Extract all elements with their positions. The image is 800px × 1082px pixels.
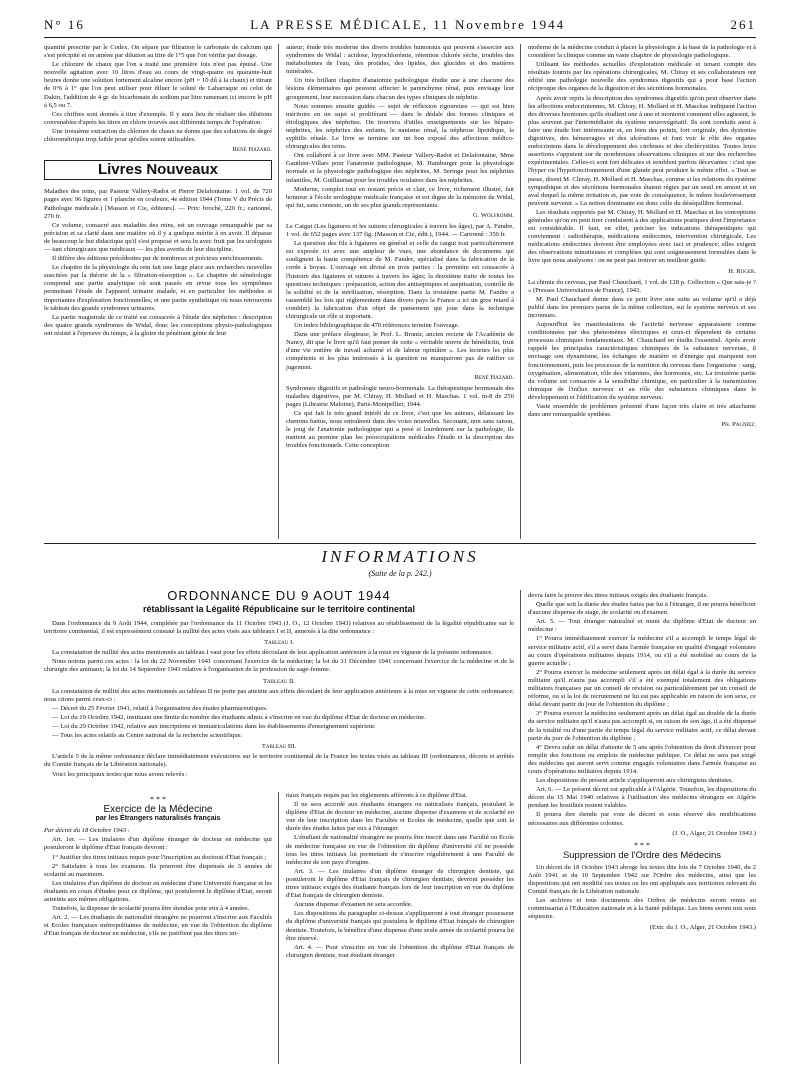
column-divider: [520, 590, 521, 1064]
paragraph: Vaste ensemble de problèmes présenté d'une façon très claire et très attachante dans une remarquable synthèse.: [528, 403, 756, 419]
section-stars: * * *: [150, 795, 166, 804]
suppression-title: Suppression de l'Ordre des Médecins: [562, 849, 722, 861]
ordonnance-subtitle: rétablissant la Légalité Républicaine sur le territoire continental: [142, 604, 416, 614]
paragraph: La constatation de nullité des actes mentionnés au tableau I vaut pour les effets découlant de leur application antérieure à la mise en vigueur de la présente ordonnance.: [52, 649, 494, 657]
paragraph: Un très brillant chapitre d'anatomie pathologique étudie une à une chacune des lésions élémentaires qui peuvent affecter le parenchyme rénal, puis envisage leur groupement, leur succession dans chacun des types cliniques de néphrite.: [286, 77, 514, 101]
section-stars: * * *: [634, 840, 650, 850]
ordonnance-title: ORDONNANCE DU 9 AOUT 1944: [167, 588, 391, 603]
list-item: — Décret du 25 Février 1941, relatif à l'organisation des études pharmaceutiques.: [52, 704, 268, 712]
section-rule: [44, 543, 756, 544]
paragraph: 2° Satisfaire à tous les examens. Ils pourront être dispensés de 3 années de scolarité au maximum.: [44, 862, 272, 878]
column-3: [528, 44, 756, 432]
paragraph: Les titulaires d'un diplôme de docteur en médecine d'une Université française et les étudiants en cours d'études pour ce diplôme, qui postuleront le diplôme d'Etat, seront astreints aux mêmes obligations.: [44, 879, 272, 904]
informations-title: INFORMATIONS: [321, 547, 479, 566]
signature: H. Roger.: [728, 267, 756, 275]
paragraph: Dans l'ordonnance du 9 Août 1944, complétée par l'ordonnance du 11 Octobre 1943 (J. O., 12 Octobre 1943) relatives au rétablissement de la légalité républicaine sur le territoire continental, il est expressément constaté la nullité des actes visés aux tableaux I et II, annexés à la dite ordonnance :: [44, 620, 514, 636]
column-divider: [278, 44, 279, 539]
paragraph: Il diffère des éditions précédentes par de nombreux et précieux enrichissements.: [52, 255, 264, 263]
paragraph: L'article 5 de la même ordonnance déclare immédiatement exécutoires sur le territoire continental de la France les textes visés au tableau III (ordonnances, décrets et arrêtés du Comité français de la Libération nationale).: [44, 753, 514, 769]
list-item: — Loi du 19 Octobre 1942, instituant une limite du nombre des étudiants admis à s'inscrire en vue du diplôme d'Etat de docteur en médecine.: [52, 713, 426, 721]
column-divider: [278, 792, 279, 1064]
paragraph: 3° Pourra exercer la médecine seulement après un délai égal au double de la durée du service militaire qu'il n'aura pas accompli si, en raison de son âge, il a été dispensé de la totalité ou d'une partie du temps légal du service militaire actif, ce délai devant partir du jour de l'obtention du diplôme ;: [528, 710, 756, 742]
paragraph: Nous notons parmi ces actes : la loi du 22 Novembre 1941 concernant l'exercice de la médecine; la loi du 31 Décembre 1941 concernant l'exercice de la médecine et de la chirurgie des animaux; la loi du 14 Septembre 1943 relative à l'organisation de la profession de sage-femme.: [44, 658, 514, 674]
exercice-right-column: [528, 592, 756, 935]
paragraph: Art. 1er. — Les titulaires d'un diplôme étranger de docteur en médecine qui postuleront le diplôme d'Etat français devront :: [44, 836, 272, 852]
page-number: 261: [730, 17, 756, 32]
page-header: [44, 15, 756, 35]
paragraph: 1° Pourra immédiatement exercer la médecine s'il a accompli le temps légal de service militaire actif, s'il a servi dans l'armée française en qualité d'engagé volontaire au cours d'opérations militaires depuis 1914, ou s'il a été mobilisé au cours de la guerre actuelle ;: [528, 635, 756, 667]
informations-continuation: (Suite de la p. 242.): [368, 569, 432, 578]
paragraph: L'étudiant de nationalité étrangère ne pourra être inscrit dans une Faculté ou Ecole de médecine française en vue de l'obtention du diplôme d'université s'il ne possède tous les titres initiaux lui permettant de s'inscrire régulièrement à une Faculté de médecine de son pays d'origine.: [286, 834, 514, 866]
paragraph: Ont collaboré à ce livre avec MM. Pasteur Vallery-Radot et Delafontaine, Mme Gauthier-Villars pour l'anatomie pathologique, M. Hamburger pour la physiologie normale et la physiologie pathologique des néphrites, M. Seringe pour les néphrites infantiles, M. Guillaumat pour les troubles oculaires dans les néphrites.: [286, 152, 514, 184]
signature: René Hazard.: [232, 146, 272, 154]
paragraph: Art. 4. — Pour s'inscrire en vue de l'obtention du diplôme d'Etat français de chirurgien dentiste, tout étudiant étranger: [286, 943, 514, 959]
decree-date: Par décret du 18 Octobre 1943 :: [44, 827, 130, 835]
paragraph: Moderne, complet tout en restant précis et clair, ce livre, richement illustré, fait honneur à l'école urologique médicale française et est digne de la mémoire de Widal, qui fut, sans conteste, un de ses plus grands représentants.: [286, 185, 514, 209]
book-entry: Maladies des reins, par Pasteur Vallery-Radot et Pierre Delafontaine. 1 vol. de 720 pages avec 96 figures et 1 planche en couleurs, 4e édition 1944 (Tome V du Précis de Pathologie médicale.) [Masson et Cie, éditeurs]. — Prix: broché, 220 fr.; cartonné, 270 fr.: [44, 188, 272, 220]
paragraph: Art. 2. — Les étudiants de nationalité étrangère ne pourront s'inscrire aux Facultés et Ecoles françaises métropolitaines de médecine, en vue de l'obtention du diplôme d'Etat français de docteur en médecine, s'ils ne justifient pas des titres ini-: [44, 914, 272, 938]
paragraph: moderne de la médecine conduit à placer la physiologie à la base de la pathologie et à considérer la clinique comme un vaste chapitre de physiologie pathologique.: [528, 44, 756, 60]
paragraph: tiaux français requis par les règlements afférents à ce diplôme d'Etat.: [286, 792, 468, 799]
column-2: [286, 44, 514, 452]
paragraph: Le chapitre de la physiologie du rein fait une large place aux recherches nouvelles suscitées par la théorie de la « filtration-résorption ». Le chapitre de séméiologie comprend une partie analytique où sont passés en revue tous les symptômes permettant l'étude de l'appareil urinaire malade, et en particulier les méthodes si importantes d'exploration fonctionnelles, et une partie synthétique où nous retrouvons le tableau des grands syndromes urinaires.: [44, 264, 272, 312]
exercice-title: Exercice de la Médecine: [103, 804, 213, 816]
exercice-subtitle: par les Étrangers naturalisés français: [95, 815, 221, 823]
paragraph: La question des fils à ligatures en général et celle du catgut tout particulièrement est exposée ici avec une ampleur de vues, une abondance de documents qui soulignent la haute compétence de M. Fandre, spécialisé dans la fabrication de la corde à boyau. L'ouvrage est divisé en trois parties : la première est consacrée à l'histoire des ligatures et sutures à travers les âges; la deuxième traite de toutes les questions techniques : préparation, action des antiseptiques et aseptisation, contrôle de la solidité et de la stérilisation, résorption. Dans la troisième partie M. Fandre a rassemblé les lois qui réglementent dans divers pays la France a ici un gros retard à combler) la fabrication d'un objet de pansement qui joue dans la technique chirurgicale un rôle si important.: [286, 240, 514, 320]
paragraph: Toutefois, la dispense de scolarité pourra être étendue pour eux à 4 années.: [52, 905, 250, 913]
ordonnance-body: [44, 620, 514, 780]
signature: René Hazard.: [474, 373, 514, 381]
paragraph: 2° Pourra exercer la médecine seulement après un délai égal à la durée du service militaire qu'il n'aura pas accompli s'il a été exempté totalement des obligations militaires françaises par un conseil de révision ou particulièrement par un conseil de réforme, ou si la loi de recrutement ne lui est pas applicable en raison de son sexe, ce délai devant partir du jour de l'obtention du diplôme ;: [528, 668, 756, 709]
paragraph: Dans une préface élogieuse, le Prof. L. Bruntz, ancien recteur de l'Académie de Nancy, dit que le livre qu'il faut penser de cette « véritable œuvre de bénédictin, fruit d'une vie entière de travail acharné et de labeur opiniâtre ». Les lecteurs les plus compétents et les plus intéressés à la question ne manqueront pas de ratifier ce jugement.: [286, 331, 514, 371]
column-1: [44, 44, 272, 339]
paragraph: Ce qui fait le très grand intérêt de ce livre, c'est que les auteurs, délaissant les chemins battus, nous entraînent dans des voies nouvelles. Secouant, non sans raison, le joug de l'anatomie pathologique qui a pesé si lourdement sur la pathologie, ils mettent au premier plan les préoccupations médicales l'étude et la description des troubles fonctionnels. Cette conception: [286, 410, 514, 450]
issue-number: N° 16: [44, 17, 85, 32]
paragraph: quantité prescrite par le Codex. On sépare par filtration le carbonate de calcium qui s'est précipité et on amène par dilution au titre de 1°5 que l'on vérifie par dosage.: [44, 44, 272, 60]
paragraph: Il ne sera accordé aux étudiants étrangers ou naturalisés français, postulant le diplôme d'Etat de docteur en médecine, aucune dispense d'examens et de scolarité en vue de leur inscription dans les Facultés et Ecoles de médecine, quelle que soit la durée des études faites par eux à l'étranger.: [286, 801, 514, 833]
paragraph: 1° Justifier des titres initiaux requis pour l'inscription au doctorat d'Etat français ;: [52, 853, 267, 861]
paragraph: Les dispositions du paragraphe ci-dessus s'appliqueront à tout étranger possesseur du diplôme d'université français qui postulera le diplôme d'Etat français de chirurgien dentiste. Toutefois, le bénéfice d'une dispense d'une seule année de scolarité pourra lui être réservé.: [286, 910, 514, 942]
paragraph: Aucune dispense d'examen ne sera accordée.: [294, 901, 413, 909]
paragraph: Un décret du 18 Octobre 1943 abroge les textes dits lois du 7 Octobre 1940, du 2 Août 1941 et du 10 Septembre 1942 sur l'Ordre des médecins, ainsi que les dispositions qui ont modifié ces textes ou les ont appliqués aux territoires relevant du Comité français de la Libération nationale.: [528, 863, 756, 896]
paragraph: Il pourra être étendu par voie de décret et sous réserve des modifications nécessaires aux différentes colonies.: [528, 811, 756, 827]
paragraph: Une troisième extraction du chlorure de chaux ne donne que des solutions de degré chlorométrique trop faible pour qu'elles soient utilisables.: [44, 127, 272, 144]
paragraph: Art. 3. — Les titulaires d'un diplôme étranger de chirurgien dentiste, qui postuleront le diplôme d'Etat français de chirurgien dentiste, devront posséder les titres initiaux exigés des étudiants français lors de leur inscription en vue du diplôme d'Etat français de chirurgien dentiste.: [286, 867, 514, 900]
paragraph: La constatation de nullité des actes mentionnés au tableau II ne porte pas atteinte aux effets découlant de leur application antérieure à la mise en vigueur de cette ordonnance; nous citons parmi ceux-ci :: [44, 687, 514, 703]
paragraph: Après avoir repris la description des syndromes digestifs qu'on peut observer dans les affections endocriniennes, M. Chiray, H. Mollard et H. Maschas indiquent l'action des diverses hormones qu'ils étudient une à une et montrent comment elles agissent, le plus souvent par l'intermédiaire du système neurovégétatif. Ils sont conduits ainsi à faire une étude fort intéressante et, en bien des points, fort originale, des dystonies digestives, des hémorragies et des ulcérations et font voir le rôle des organes endocriniens dans le développement des cirrhoses et des cholécystites. Toutes leurs assertions s'appuient sur de nombreuses observations cliniques et sur des recherches expérimentales. Celles-ci sont fort délicates et semblent parfois décevantes : c'est que l'hyper ou l'hypofonctionnement d'une glande peut produire le même effet. « Tout se passe, disent M. Chiray, H. Mollard et H. Maschas, comme si les relations du système sympathique et des sécrétions hormonales étaient régies par un seuil en amont et en aval duquel la même irritation et, par voie de conséquence, le même bouleversement peuvent survenir. » La notion dominante est donc celle du déséquilibre hormonal.: [528, 94, 756, 207]
paragraph: Voici les principaux textes que nous avons relevés :: [52, 770, 188, 778]
exercice-middle-column: [286, 792, 514, 961]
tableau-heading: Tableau I.: [264, 639, 294, 647]
header-rule: [44, 37, 756, 38]
paragraph: 4° Devra subir un délai d'attente de 5 ans après l'obtention du droit d'exercer pour remplir des fonctions ou emplois de médecine publique. Ce délai ne sera pas exigé des médecins qui auront servi comme engagés volontaires dans l'armée française au cours d'opérations militaires depuis 1914.: [528, 743, 756, 775]
paragraph: Les résultats rapportés par M. Chiray, H. Mollard et H. Maschas et les conceptions générales qu'on en peut tirer conduisent à des applications pratiques dont l'importance est considérable. Il faut, en effet, préciser les indications thérapeutiques qui conviennent : radiothérapie, médications endocrines, intervention chirurgicale. Les médications endocrines doivent être employées avec tact et prudence; elles exigent des observations minutieuses et complètes qui sont soigneusement formulées dans le livre que nous analysons : on ne peut pas trouver un meilleur guide.: [528, 208, 756, 265]
tableau-heading: Tableau II.: [263, 677, 295, 685]
paragraph: Les archives et tous documents des Ordres de médecins seront remis au commissariat à l'Education nationale et à la Santé publique. Les biens seront mis sous séquestre.: [528, 897, 756, 921]
list-item: — Tous les actes relatifs au Centre national de la recherche scientifique.: [52, 732, 243, 740]
column-divider: [520, 44, 521, 539]
paragraph: Un index bibliographique de 470 références termine l'ouvrage.: [294, 322, 460, 330]
paragraph: auteur; étude très moderne des divers troubles humoraux qui peuvent s'associer aux syndromes de Widal : acidose, hypochlorémie, rétention chlorée sèche, troubles des métabolismes de l'eau, des protides, des lipides, des glucides et des matières minérales.: [286, 44, 514, 76]
list-item: — Loi du 29 Octobre 1942, relative aux inscriptions et immatriculations dans les établissements d'enseignement supérieur.: [52, 723, 376, 731]
exercice-left-column: [44, 792, 272, 940]
tableau-heading: Tableau III.: [261, 743, 297, 751]
paragraph: M. Paul Chauchard donne dans ce petit livre une suite au volume qu'il a déjà publié dans les premiers parus de la même collection, sur le système nerveux et ses inconnues.: [528, 295, 756, 319]
paragraph: Aujourd'hui les manifestations de l'activité nerveuse apparaissent comme conditionnées par des phénomènes électriques et ceux-ci dépendent de certains processus chimiques fondamentaux. M. Chauchard en étudie l'essentiel. Après avoir rappelé les principales caractéristiques chimiques de la substance nerveuse, il envisage son dynamisme, les échanges de matière et d'énergie qui marquent son fonctionnement, puis les processus de la nutrition du cerveau dans l'organisme : sang, oxygénation, alimentation, rôle des vitamines, des hormones, etc. La troisième partie du volume est consacrée à la sensibilité chimique, en particulier à la transmission chimique de l'influx nerveux et au rôle des substances chimiques dans le développement et l'édification du système nerveux.: [528, 321, 756, 401]
book-entry: La chimie du cerveau, par Paul Chauchard, 1 vol. de 128 p. Collection « Que sais-je ? » (Presses Universitaires de France), 1943.: [528, 278, 756, 294]
journal-title: LA PRESSE MÉDICALE, 11 Novembre 1944: [250, 17, 566, 32]
paragraph: Les dispositions du présent article s'appliqueront aux chirurgiens dentistes.: [536, 777, 734, 785]
paragraph: Ces chiffres sont donnés à titre d'exemple. Il y aura lieu de réaliser des dilutions convenables d'après les titres en chlore trouvés aux différents temps de l'opération.: [44, 110, 272, 126]
book-entry: Syndromes digestifs et pathologie neuro-hormonale. La thérapeutique hormonale des maladies digestives, par M. Chiray, H. Mollard et H. Maschas. 1 vol. in-8 de 256 pages (Librairie Maloine), Paris-Montpellier, 1944.: [286, 384, 514, 408]
signature: G. Wolfromm.: [472, 211, 514, 219]
paragraph: Nous sommes ensuite guidés — sujet de réflexion rigoureuse — qui est bien méritoire en un sujet si proliférant — dans le dédale des formes cliniques et étiologiques des néphrites. On trouvera d'utiles enseignements sur les hépato-néphrites, les néphrites des enfants, le nanisme rénal, la néphrose lipoïdique, la syphilis rénale. Le livre se termine sur un bon exposé des affections médico-chirurgicales des reins.: [286, 102, 514, 151]
paragraph: Quelle que soit la durée des études faites par lui à l'étranger, il ne pourra bénéficier d'aucune dispense de stage, de scolarité ou d'examen.: [528, 601, 756, 617]
section-title-livres: Livres Nouveaux: [44, 160, 272, 180]
signature: Ph. Pagniez.: [721, 421, 756, 429]
paragraph: Le chlorure de chaux que l'on a traité une première fois n'est pas épuisé. Une nouvelle agitation avec 10 litres d'eau au cours de vingt-quatre ou quarante-huit heures donne une solution fortement alcaline encore (pH = 10 dû à la chaux) et titrant de 0°6 à 1° que l'on peut utiliser pour diluer le soluté de Labarraque ou celui de Dakin, l'addition de 4 gr. de bicarbonate de sodium par litre ramenant ici encore le pH à 6,5 ou 7.: [44, 61, 272, 109]
paragraph: La partie magistrale de ce traité est consacrée à l'étude des néphrites : description des quatre grands syndromes de Widal, donc les conceptions physio-pathologiques ont résisté à l'épreuve du temps, à la gloire du pénétrant génie de leur: [44, 313, 272, 337]
source-reference: (J. O., Alger, 21 Octobre 1943.): [672, 829, 756, 837]
paragraph: Ce volume, consacré aux maladies des reins, est un ouvrage remarquable par sa précision et sa clarté dans une matière où il y a quelque mérite à en avoir. Il dépasse de beaucoup le but didactique qu'il s'est proposé et sera lu avec fruit par les urologues — tant chirurgicaux que médicaux — les plus avertis de leur discipline.: [44, 221, 272, 253]
book-entry: Le Catgut (Les ligatures et les sutures chirurgicales à travers les âges), par A. Fandre, 1 vol. de 652 pages avec 137 fig. (Masson et Cie, édit.), 1944. — Cartonné : 350 fr.: [286, 222, 514, 239]
paragraph: Art. 6. — Le présent décret est applicable à l'Algérie. Toutefois, les dispositions du décret du 15 Mai 1940 relatives à l'utilisation des médecins étrangers en Algérie pendant les hostilités restent valables.: [528, 786, 756, 810]
paragraph: Utilisant les méthodes actuelles d'exploration médicale et tenant compte des résultats fournis par les opérations chirurgicales, M. Chiray et ses collaborateurs ont édifié une pathologie nouvelle des syndromes digestifs qui a pour base l'action réciproque des organes de la digestion et des sécrétions hormonales.: [528, 61, 756, 93]
source-reference: (Extr. du J. O., Alger, 21 Octobre 1943.): [649, 923, 756, 931]
paragraph: Art. 5. — Tout étranger naturalisé et muni du diplôme d'Etat de docteur en médecine :: [528, 618, 756, 634]
paragraph: devra faire la preuve des titres initiaux exigés des étudiants français.: [528, 592, 708, 599]
